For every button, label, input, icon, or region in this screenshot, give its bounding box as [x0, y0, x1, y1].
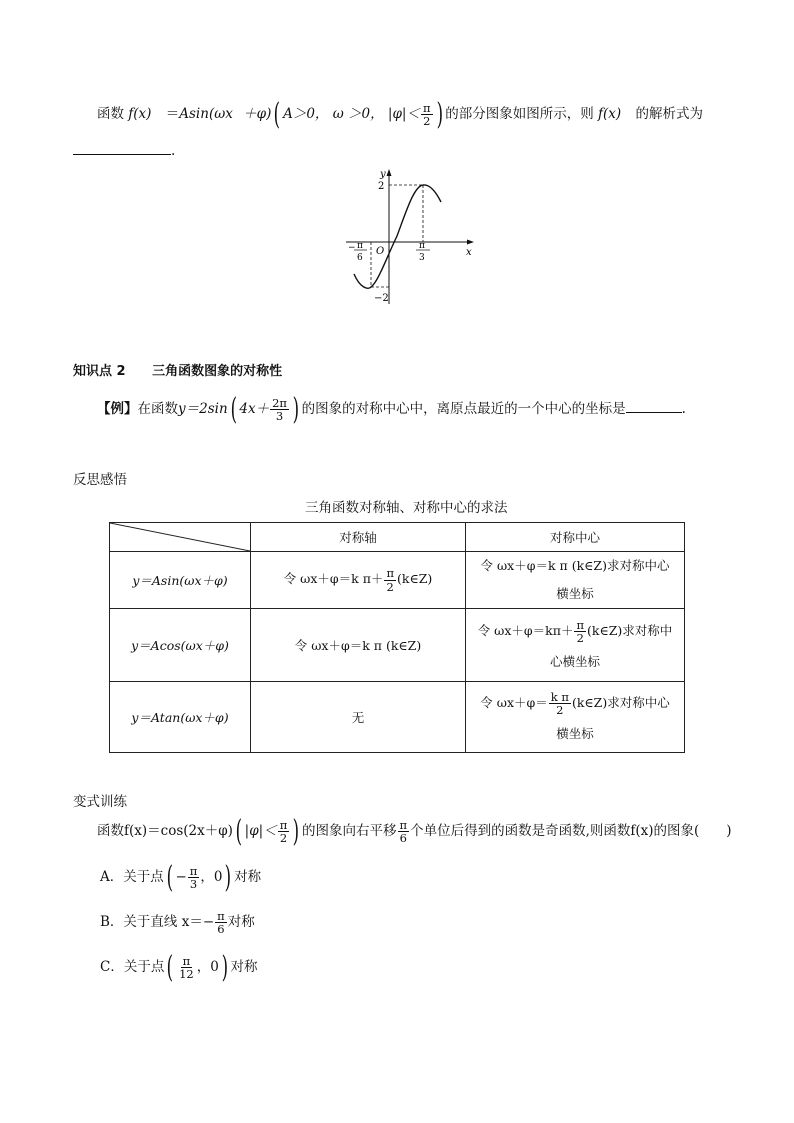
example-frac: $\frac{2\pi}{3}$ — [272, 395, 287, 423]
x-axis-label: x — [466, 247, 472, 258]
option-c[interactable]: C．关于点( $\frac{\pi}{12}$ ，0) 对称 — [100, 950, 258, 985]
example-y-eq: y＝2sin — [178, 401, 228, 417]
pi-over-2: $\frac{\pi}{2}$ — [422, 100, 431, 128]
row-tan-center: 令 ωx＋φ＝ $\frac{\text{k π}}{2}$ (k∈Z)求对称中心 横坐标 — [466, 682, 685, 753]
symmetry-table — [109, 522, 685, 753]
func-expr: Asin(ωx — [179, 106, 233, 122]
table-row — [110, 609, 685, 682]
paren-open: ( — [273, 97, 281, 132]
ymax-label: 2 — [378, 181, 385, 192]
cond-omega: ω ＞0， — [332, 106, 384, 122]
example-paren-close: ) — [292, 392, 300, 427]
fx-symbol: f(x) — [128, 106, 152, 122]
problem-tail: 的部分图象如图所示，则 — [445, 106, 594, 122]
table-header-row — [110, 523, 685, 552]
sine-curve — [354, 185, 441, 288]
variant-q-pre: 函数f(x)＝cos(2x＋φ) — [97, 823, 233, 839]
example-period: . — [681, 401, 686, 417]
cond-phi: |φ|＜ — [387, 106, 420, 122]
plus-phi: ＋φ) — [243, 106, 272, 122]
tick-neg-pi: π — [357, 241, 363, 251]
header-center: 对称中心 — [466, 523, 685, 552]
variant-label: 变式训练 — [73, 794, 127, 810]
row-cos-center: 令 ωx＋φ＝kπ＋ $\frac{\pi}{2}$ (k∈Z)求对称中 心横坐标 — [466, 609, 685, 682]
section-number: 知识点 2 — [73, 364, 126, 379]
reflect-label: 反思感悟 — [73, 472, 127, 488]
fx-symbol-2: f(x) — [598, 106, 622, 122]
example-text-2: 的图象的对称中心中，离原点最近的一个中心的坐标是 — [301, 401, 626, 417]
problem-lead: 函数 — [97, 106, 124, 122]
blank-period: . — [171, 143, 176, 159]
origin-label: O — [376, 246, 385, 257]
cond-a: A＞0， — [283, 106, 329, 122]
row-sin-axis: 令 ωx＋φ＝k π＋ $\frac{\pi}{2}$ (k∈Z) — [251, 552, 466, 609]
example-text-1: 在函数 — [137, 401, 178, 417]
sine-graph — [340, 164, 480, 309]
row-tan-func: y＝Atan(ωx＋φ) — [110, 682, 251, 753]
example-paren-open: ( — [230, 392, 237, 427]
row-cos-func: y＝Acos(ωx＋φ) — [110, 609, 251, 682]
answer-blank[interactable] — [73, 140, 171, 155]
example-text — [97, 393, 686, 425]
problem-tail-2: 的解析式为 — [635, 106, 703, 122]
header-axis: 对称轴 — [251, 523, 466, 552]
option-b[interactable]: B．关于直线 x＝− $\frac{\pi}{6}$ 对称 — [100, 908, 255, 936]
row-sin-center: 令 ωx＋φ＝k π (k∈Z)求对称中心 横坐标 — [466, 552, 685, 609]
table-row — [110, 552, 685, 609]
option-a[interactable]: A．关于点( − $\frac{\pi}{3}$ ，0) 对称 — [100, 860, 262, 895]
variant-q-mid: 的图象向右平移 — [302, 823, 397, 839]
y-axis-label: y — [380, 169, 386, 180]
paren-close: ) — [436, 97, 443, 132]
row-tan-axis: 无 — [251, 682, 466, 753]
row-sin-func: y＝Asin(ωx＋φ) — [110, 552, 251, 609]
variant-q-tail: 个单位后得到的函数是奇函数,则函数f(x)的图象( ) — [410, 823, 732, 839]
section-title: 三角函数图象的对称性 — [152, 364, 283, 379]
y-axis-arrow-icon — [387, 169, 392, 176]
variant-q-frac2: $\frac{\pi}{6}$ — [399, 817, 408, 845]
tick-neg-den: 6 — [357, 253, 363, 263]
section-heading — [73, 360, 282, 379]
row-cos-axis: 令 ωx＋φ＝k π (k∈Z) — [251, 609, 466, 682]
answer-blank-line[interactable] — [73, 140, 175, 159]
variant-question: 函数f(x)＝cos(2x＋φ)( |φ|＜ $\frac{\pi}{2}$ ) 的图象向右平移 $\frac{\pi}{6}$ 个单位后得到的函数是奇函数,则函数f(x)的图象( ) — [97, 814, 732, 849]
diagonal-cell — [110, 523, 251, 552]
variant-q-abs: |φ|＜ — [244, 823, 277, 839]
diagonal-line — [110, 523, 250, 551]
variant-q-frac1: $\frac{\pi}{2}$ — [279, 817, 288, 845]
tick-pi3-den: 3 — [419, 253, 425, 263]
table-title: 三角函数对称轴、对称中心的求法 — [305, 500, 508, 516]
neg-sign: − — [348, 243, 356, 253]
example-inner: 4x＋ — [239, 401, 270, 417]
tick-pi: π — [419, 241, 425, 251]
example-answer-blank[interactable] — [626, 400, 682, 413]
x-axis-arrow-icon — [467, 240, 474, 245]
table-row — [110, 682, 685, 753]
problem-1-text — [97, 97, 703, 132]
example-tag: 【例】 — [97, 401, 138, 417]
ymin-label: −2 — [374, 293, 389, 304]
equals: ＝ — [165, 106, 180, 122]
